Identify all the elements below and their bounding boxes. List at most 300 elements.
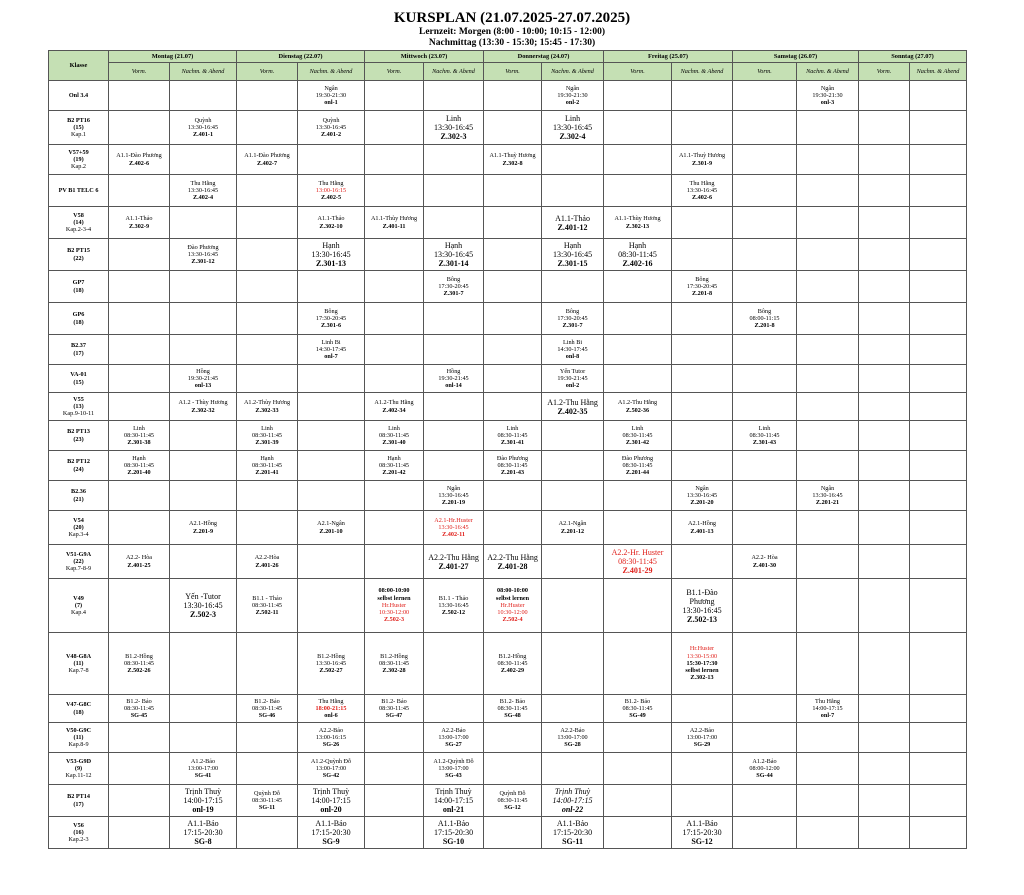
cell-line: Ngân [324, 84, 338, 92]
cell-line: SG-10 [442, 837, 465, 846]
nachmittag-line: Nachmittag (13:30 - 15:30; 15:45 - 17:30) [428, 37, 596, 48]
cell-line: onl-13 [194, 382, 212, 390]
schedule-cell [733, 579, 797, 633]
schedule-cell [237, 111, 298, 145]
cell-line: Z.502-4 [502, 616, 523, 624]
schedule-cell [604, 511, 672, 545]
schedule-cell [733, 303, 797, 335]
cell-line: Z.502-26 [127, 667, 151, 675]
schedule-cell [484, 81, 542, 111]
schedule-cell [109, 579, 170, 633]
schedule-cell [910, 145, 967, 175]
cell-line: selbst lernen [495, 594, 530, 602]
schedule-cell [365, 817, 424, 849]
schedule-cell [733, 481, 797, 511]
cell-line: Z.402-5 [320, 194, 342, 202]
cell-line: Z.502-3 [383, 616, 405, 624]
cell-line: Bông [565, 307, 580, 315]
table-row [49, 511, 967, 545]
schedule-cell [298, 545, 365, 579]
cell-line: (23) [73, 435, 84, 443]
cell-line: SG-26 [322, 741, 340, 749]
schedule-cell [604, 207, 672, 239]
schedule-cell [542, 207, 604, 239]
cell-line: Z.401-11 [382, 222, 406, 230]
schedule-cell [542, 817, 604, 849]
document-header [0, 9, 1024, 48]
day-header-donnerstag: Donnerstag (24.07) [484, 51, 604, 63]
cell-line: B2.37 [71, 342, 86, 350]
schedule-cell [672, 723, 733, 753]
klasse-cell [49, 723, 109, 753]
schedule-cell [424, 111, 484, 145]
schedule-cell [170, 723, 237, 753]
schedule-cell [910, 271, 967, 303]
schedule-cell [910, 303, 967, 335]
cell-line: 17:15-20:30 [682, 828, 722, 837]
schedule-cell [910, 421, 967, 451]
schedule-cell [542, 545, 604, 579]
day-header-mittwoch: Mittwoch (23.07) [365, 51, 484, 63]
cell-line: A2.1-Ngân [558, 520, 587, 528]
cell-line: Bông [695, 275, 709, 283]
schedule-cell [109, 365, 170, 393]
schedule-cell [604, 633, 672, 695]
cell-line: A2.1-Hồng [688, 520, 717, 528]
cell-line: 08:30-11:45 [497, 461, 528, 469]
cell-line: Z.301-38 [127, 439, 151, 447]
klasse-cell [49, 303, 109, 335]
schedule-cell [484, 271, 542, 303]
cell-line: V50-G9C [65, 726, 92, 734]
cell-line: A2.2- Hòa [125, 554, 153, 562]
cell-line: 13:30-16:45 [183, 601, 223, 610]
schedule-cell [672, 145, 733, 175]
cell-line: GP7 [72, 279, 85, 287]
schedule-cell [109, 511, 170, 545]
cell-line: Bông [757, 307, 772, 315]
schedule-cell [170, 335, 237, 365]
schedule-cell [797, 579, 859, 633]
schedule-cell [797, 175, 859, 207]
schedule-cell [237, 633, 298, 695]
cell-line: (16) [73, 828, 84, 836]
schedule-cell [109, 111, 170, 145]
cell-line: Kap.2-3 [68, 836, 89, 844]
table-row [49, 817, 967, 849]
cell-line: 14:30-17:45 [315, 345, 347, 353]
cell-line: (17) [73, 800, 84, 808]
schedule-cell [797, 723, 859, 753]
schedule-cell [424, 175, 484, 207]
cell-line: Bông [446, 275, 461, 283]
klasse-cell [49, 207, 109, 239]
cell-line: Z.401-13 [690, 527, 714, 535]
klasse-cell [49, 579, 109, 633]
cell-line: B2 PT16 [67, 116, 90, 124]
cell-line: Hạnh [628, 241, 647, 250]
schedule-cell [604, 481, 672, 511]
klasse-cell [49, 81, 109, 111]
cell-line: Z.402-35 [557, 406, 588, 416]
schedule-cell [797, 393, 859, 421]
cell-line: 08:00-10:00 [378, 587, 410, 595]
schedule-cell [365, 207, 424, 239]
cell-line: onl-20 [320, 805, 342, 814]
cell-line: 17:30-20:45 [686, 282, 718, 290]
klasse-cell [49, 753, 109, 785]
schedule-cell [109, 785, 170, 817]
cell-line: Ngân [820, 84, 835, 92]
sub-header-vorm: Vorm. [237, 63, 298, 81]
cell-line: A2.2-Bảo [689, 726, 715, 734]
cell-line: 13:00-17:00 [686, 733, 718, 741]
cell-line: Z.302-9 [128, 222, 150, 230]
cell-line: 19:30-21:30 [557, 91, 588, 99]
schedule-cell [733, 421, 797, 451]
cell-line: 14:00-17:15 [812, 704, 843, 712]
cell-line: Onl 3.4 [68, 91, 89, 99]
cell-line: A1.1-Thuỳ Hương [489, 152, 536, 160]
schedule-cell [298, 111, 365, 145]
schedule-cell [484, 393, 542, 421]
cell-line: 08:30-11:45 [618, 557, 657, 566]
schedule-cell [859, 633, 910, 695]
cell-line: 17:15-20:30 [311, 828, 351, 837]
cell-line: B2.36 [71, 488, 86, 496]
cell-line: 14:00-17:15 [311, 796, 351, 805]
cell-line: Z.201-9 [192, 527, 214, 535]
cell-line: Z.201-43 [500, 469, 525, 477]
schedule-cell [170, 145, 237, 175]
schedule-cell [672, 421, 733, 451]
schedule-cell [237, 365, 298, 393]
cell-line: Đào Phương [621, 454, 654, 462]
schedule-cell [170, 271, 237, 303]
schedule-cell [237, 207, 298, 239]
schedule-cell [859, 785, 910, 817]
cell-line: B2 PT14 [67, 793, 90, 801]
cell-line: Z.201-21 [815, 499, 840, 507]
schedule-cell [910, 207, 967, 239]
day-header-dienstag: Dienstag (22.07) [237, 51, 365, 63]
cell-line: Kap.3-4 [68, 531, 89, 539]
cell-line: 08:00-10:00 [497, 587, 528, 595]
klasse-cell [49, 421, 109, 451]
schedule-cell [424, 511, 484, 545]
schedule-cell [237, 271, 298, 303]
schedule-cell [237, 335, 298, 365]
cell-line: Linh Bi [562, 338, 583, 346]
schedule-cell [797, 511, 859, 545]
sub-header-vorm: Vorm. [109, 63, 170, 81]
cell-line: A1.1-Đào Phương [116, 152, 162, 160]
cell-line: Z.302-3 [440, 132, 467, 141]
cell-line: A2.1-Hồng [189, 520, 218, 528]
schedule-cell [365, 723, 424, 753]
cell-line: 08:00-11:15 [749, 314, 780, 322]
schedule-cell [542, 785, 604, 817]
schedule-cell [484, 421, 542, 451]
schedule-cell [237, 785, 298, 817]
cell-line: 14:30-17:45 [557, 345, 588, 353]
sub-header-nachm: Nachm. & Abend [797, 63, 859, 81]
schedule-cell [237, 753, 298, 785]
cell-line: Z.301-7 [562, 322, 583, 330]
schedule-cell [859, 817, 910, 849]
schedule-cell [170, 207, 237, 239]
cell-line: 08:30-11:45 [749, 431, 780, 439]
schedule-cell [109, 239, 170, 271]
table-row [49, 421, 967, 451]
schedule-cell [797, 111, 859, 145]
cell-line: Kap.2 [71, 163, 86, 171]
schedule-cell [604, 175, 672, 207]
cell-line: Z.301-6 [320, 322, 342, 330]
cell-line: B2 PT15 [67, 247, 90, 255]
cell-line: V54 [73, 516, 84, 524]
schedule-cell [424, 271, 484, 303]
schedule-cell [109, 753, 170, 785]
cell-line: Linh Bi [321, 338, 341, 346]
cell-line: 10:30-12:00 [378, 609, 410, 617]
cell-line: 13:00-17:00 [557, 733, 588, 741]
cell-line: 08:00-12:00 [749, 764, 780, 772]
cell-line: Kap.2-3-4 [65, 226, 92, 234]
schedule-cell [910, 785, 967, 817]
table-row [49, 239, 967, 271]
schedule-cell [484, 303, 542, 335]
cell-line: 17:15-20:30 [552, 828, 593, 837]
schedule-cell [910, 335, 967, 365]
schedule-cell [604, 817, 672, 849]
cell-line: selbst lernen [685, 667, 719, 675]
schedule-cell [237, 511, 298, 545]
cell-line: 17:30-20:45 [438, 282, 469, 290]
cell-line: Z.201-12 [560, 527, 585, 535]
cell-line: Z.201-40 [127, 469, 151, 477]
table-row [49, 365, 967, 393]
schedule-cell [237, 451, 298, 481]
table-row [49, 81, 967, 111]
schedule-cell [542, 111, 604, 145]
cell-line: Z.302-28 [382, 667, 406, 675]
schedule-cell [170, 817, 237, 849]
cell-line: onl-19 [192, 805, 214, 814]
schedule-cell [237, 579, 298, 633]
schedule-cell [733, 511, 797, 545]
cell-line: 17:30-20:45 [557, 314, 588, 322]
table-row [49, 753, 967, 785]
cell-line: (22) [73, 557, 84, 565]
cell-line: Kap.11-12 [65, 772, 92, 780]
schedule-cell [604, 239, 672, 271]
cell-line: 08:30-11:45 [379, 431, 410, 439]
schedule-cell [797, 695, 859, 723]
cell-line: SG-12 [504, 804, 521, 812]
schedule-cell [298, 817, 365, 849]
cell-line: 13:30-16:45 [682, 605, 722, 615]
cell-line: A2.2-Thu Hằng [428, 552, 479, 562]
cell-line: SG-11 [562, 837, 583, 846]
schedule-cell [298, 695, 365, 723]
cell-line: 13:30-16:45 [187, 123, 219, 131]
schedule-cell [424, 817, 484, 849]
schedule-cell [859, 175, 910, 207]
cell-line: Yến Tutor [559, 367, 586, 375]
cell-line: Z.302-33 [255, 406, 279, 414]
schedule-cell [733, 393, 797, 421]
cell-line: 13:30-16:45 [552, 123, 593, 132]
schedule-cell [298, 393, 365, 421]
cell-line: Z.502-36 [625, 406, 650, 414]
schedule-cell [542, 451, 604, 481]
cell-line: Z.401-26 [255, 561, 279, 569]
schedule-cell [170, 175, 237, 207]
cell-line: (11) [73, 659, 84, 667]
cell-line: Z.401-2 [320, 131, 342, 139]
schedule-cell [298, 723, 365, 753]
cell-line: A1.2-Quỳnh Đỗ [310, 757, 352, 765]
klasse-cell [49, 451, 109, 481]
cell-line: Thu Hằng [318, 179, 344, 187]
schedule-cell [859, 451, 910, 481]
sub-header-vorm: Vorm. [859, 63, 910, 81]
schedule-cell [484, 207, 542, 239]
schedule-cell [733, 633, 797, 695]
schedule-cell [237, 817, 298, 849]
cell-line: Hạnh [563, 241, 582, 250]
schedule-cell [910, 511, 967, 545]
schedule-cell [733, 239, 797, 271]
cell-line: Ngân [820, 484, 835, 492]
schedule-cell [672, 365, 733, 393]
schedule-table [48, 50, 967, 849]
cell-line: A2.2-Bảo [441, 726, 466, 734]
cell-line: (15) [73, 378, 84, 386]
schedule-cell [604, 335, 672, 365]
schedule-cell [365, 145, 424, 175]
day-header-row [49, 51, 967, 63]
schedule-cell [484, 511, 542, 545]
klasse-cell [49, 145, 109, 175]
cell-line: 13:30-16:45 [311, 250, 351, 259]
cell-line: Ngân [695, 484, 709, 492]
cell-line: (17) [73, 349, 84, 357]
cell-line: A1.1-Thuỳ Hương [678, 152, 726, 160]
cell-line: (21) [73, 495, 84, 503]
cell-line: Z.401-30 [752, 561, 777, 569]
cell-line: A1.1-Bảo [437, 819, 470, 828]
schedule-cell [484, 145, 542, 175]
cell-line: Z.502-11 [255, 609, 279, 617]
cell-line: Ngân [446, 484, 461, 492]
cell-line: Thu Hằng [318, 697, 344, 705]
schedule-cell [859, 393, 910, 421]
cell-line: 19:30-21:45 [438, 374, 469, 382]
table-row [49, 303, 967, 335]
schedule-cell [604, 723, 672, 753]
schedule-cell [733, 111, 797, 145]
klasse-header: Klasse [49, 51, 109, 81]
schedule-cell [733, 207, 797, 239]
cell-line: 13:30-16:45 [438, 491, 469, 499]
cell-line: Linh [631, 424, 644, 432]
schedule-cell [604, 111, 672, 145]
schedule-cell [542, 723, 604, 753]
cell-line: Z.502-3 [190, 610, 216, 619]
cell-line: 08:30-11:45 [252, 461, 283, 469]
schedule-cell [365, 335, 424, 365]
cell-line: 08:30-11:45 [622, 704, 653, 712]
cell-line: Z.402-16 [622, 259, 653, 268]
schedule-cell [298, 579, 365, 633]
sub-header-vorm: Vorm. [733, 63, 797, 81]
cell-line: onl-1 [324, 99, 338, 107]
schedule-cell [733, 175, 797, 207]
cell-line: Hr.Huster [381, 601, 407, 609]
schedule-cell [542, 365, 604, 393]
cell-line: onl-2 [565, 382, 580, 390]
schedule-cell [109, 145, 170, 175]
cell-line: 19:30-21:30 [812, 91, 843, 99]
schedule-cell [859, 695, 910, 723]
klasse-cell [49, 393, 109, 421]
schedule-cell [733, 695, 797, 723]
cell-line: A2.2-Thu Hằng [487, 552, 538, 562]
cell-line: Trịnh Thuỳ [435, 787, 472, 796]
schedule-cell [484, 785, 542, 817]
schedule-cell [365, 239, 424, 271]
cell-line: 08:30-11:45 [379, 659, 410, 667]
schedule-cell [797, 785, 859, 817]
cell-line: Hạnh [322, 241, 340, 250]
schedule-cell [797, 421, 859, 451]
cell-line: SG-46 [258, 712, 276, 720]
cell-line: Quỳnh Đỗ [499, 789, 526, 797]
schedule-cell [672, 545, 733, 579]
schedule-cell [797, 817, 859, 849]
cell-line: 17:15-20:30 [183, 828, 223, 837]
klasse-cell [49, 271, 109, 303]
schedule-cell [672, 111, 733, 145]
schedule-cell [859, 335, 910, 365]
cell-line: SG-44 [756, 772, 773, 780]
cell-line: A1.2-Thu Hằng [374, 399, 414, 407]
schedule-cell [109, 271, 170, 303]
schedule-cell [859, 207, 910, 239]
schedule-cell [424, 303, 484, 335]
cell-line: Kap.1 [71, 131, 86, 139]
table-row [49, 111, 967, 145]
sub-header-row [49, 63, 967, 81]
cell-line: 15:30-17:30 [686, 659, 718, 667]
schedule-cell [237, 545, 298, 579]
cell-line: 08:30-11:45 [497, 431, 528, 439]
cell-line: SG-41 [194, 772, 212, 780]
cell-line: (22) [73, 254, 84, 262]
schedule-cell [424, 579, 484, 633]
schedule-cell [298, 239, 365, 271]
cell-line: PV B1 TELC 6 [58, 186, 99, 194]
schedule-cell [859, 303, 910, 335]
schedule-cell [604, 451, 672, 481]
schedule-cell [672, 335, 733, 365]
cell-line: Z.402-11 [442, 531, 465, 539]
cell-line: Z.402-34 [382, 406, 406, 414]
schedule-cell [859, 271, 910, 303]
schedule-cell [298, 175, 365, 207]
